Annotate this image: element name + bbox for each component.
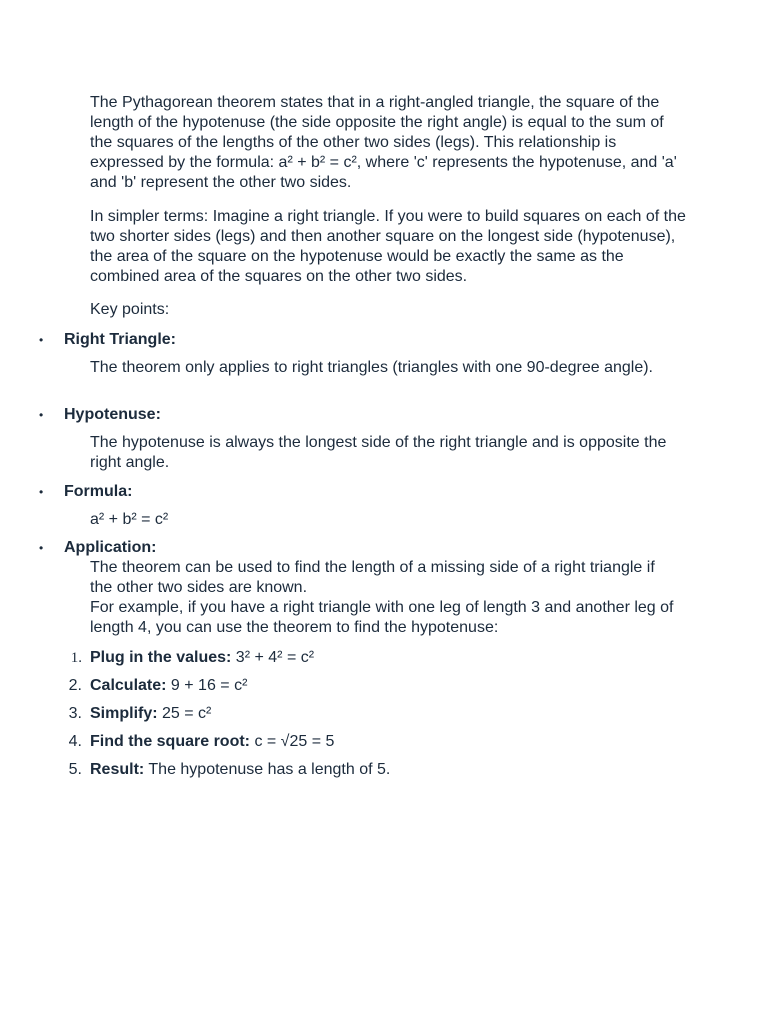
key-point-title: Right Triangle: bbox=[64, 331, 176, 348]
step-number: 2. bbox=[68, 677, 82, 694]
step-number: 4. bbox=[68, 733, 82, 750]
key-point-body: The hypotenuse is always the longest side of the right triangle and is opposite the right angle. bbox=[90, 434, 667, 471]
step-value: 9 + 16 = c² bbox=[166, 677, 248, 694]
bullet-marker: • bbox=[39, 333, 44, 347]
key-point-title: Application: bbox=[64, 539, 157, 556]
example-text: For example, if you have a right triangle with one leg of length 3 and another leg of length 4, you can use the theorem to find the hypotenuse: bbox=[90, 599, 674, 636]
step-value: c = √25 = 5 bbox=[250, 733, 335, 750]
step-item bbox=[0, 760, 768, 780]
key-point-title: Hypotenuse: bbox=[64, 406, 161, 423]
step-item bbox=[0, 648, 768, 668]
formula-text: a² + b² = c² bbox=[90, 511, 169, 528]
bullet-marker: • bbox=[39, 408, 44, 422]
key-point-body: The theorem only applies to right triangles (triangles with one 90-degree angle). bbox=[90, 359, 653, 376]
step-value: 25 = c² bbox=[157, 705, 212, 722]
application-text: The theorem can be used to find the length of a missing side of a right triangle if the other two sides are known. bbox=[90, 559, 655, 596]
key-points-label: Key points: bbox=[90, 301, 170, 318]
step-number: 3. bbox=[68, 705, 82, 722]
key-point-title: Formula: bbox=[64, 483, 133, 500]
step-number: 1. bbox=[70, 650, 82, 666]
step-item bbox=[0, 676, 768, 696]
step-number: 5. bbox=[68, 761, 82, 778]
step-item bbox=[0, 732, 768, 752]
step-value: 3² + 4² = c² bbox=[231, 649, 315, 666]
intro-paragraph: The Pythagorean theorem states that in a right-angled triangle, the square of the length of the hypotenuse (the side opposite the right angle) is equal to the sum of the squares of the lengths of the other two sides (legs). This relationship is expressed by the formula: a² + b² = c², where 'c' represents the hypotenuse, and 'a' and 'b' represent the other two sides. bbox=[90, 94, 677, 191]
step-label: Calculate: bbox=[90, 677, 167, 694]
step-label: Result: bbox=[90, 761, 145, 778]
bullet-marker: • bbox=[39, 541, 44, 555]
step-label: Find the square root: bbox=[90, 733, 250, 750]
step-item bbox=[0, 704, 768, 724]
step-label: Plug in the values: bbox=[90, 649, 232, 666]
bullet-marker: • bbox=[39, 485, 44, 499]
simpler-terms-paragraph: In simpler terms: Imagine a right triangle. If you were to build squares on each of the two shorter sides (legs) and then another square on the longest side (hypotenuse), the area of the square on the hypotenuse would be exactly the same as the combined area of the squares on the other two sides. bbox=[90, 208, 686, 285]
step-value: The hypotenuse has a length of 5. bbox=[144, 761, 391, 778]
step-label: Simplify: bbox=[90, 705, 158, 722]
